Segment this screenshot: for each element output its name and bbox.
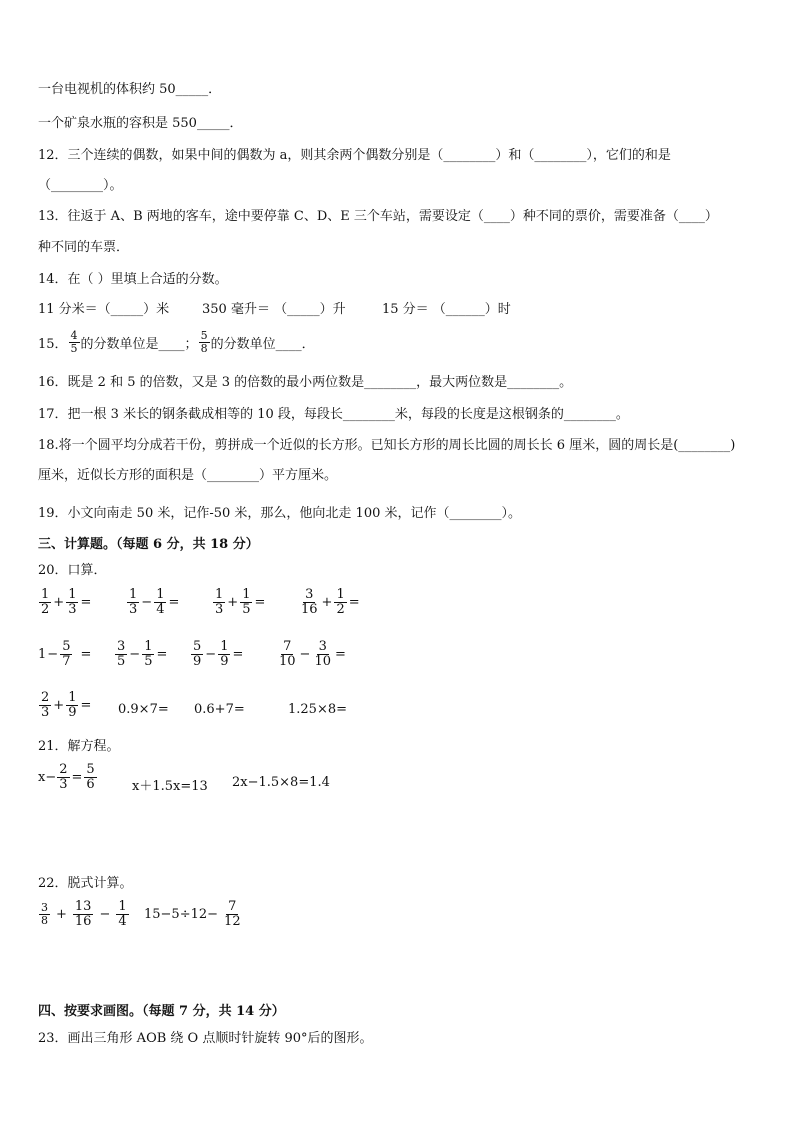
equals-sign: = xyxy=(156,647,168,662)
denominator: 9 xyxy=(193,654,202,669)
denominator: 8 xyxy=(41,914,48,927)
question-14-item-a: 11 分米＝（_____）米 xyxy=(38,302,170,317)
denominator: 5 xyxy=(117,654,126,669)
fraction xyxy=(218,640,230,669)
fraction xyxy=(116,900,128,929)
numerator: 1 xyxy=(220,639,229,654)
fraction xyxy=(312,640,333,669)
mental-calc-10: 0.9×7= xyxy=(118,702,169,717)
numerator: 2 xyxy=(59,762,68,777)
denominator: 3 xyxy=(59,777,68,792)
stepwise-calc-2 xyxy=(144,900,244,929)
fraction xyxy=(39,588,51,617)
line-tv-volume: 一台电视机的体积约 50_____． xyxy=(38,82,222,97)
question-15-end-text: 的分数单位____． xyxy=(210,337,315,352)
mental-calc-8 xyxy=(276,640,347,669)
denominator: 5 xyxy=(70,342,78,355)
equation-1 xyxy=(38,763,98,792)
mental-calc-9 xyxy=(38,691,92,720)
fraction xyxy=(213,588,225,617)
stepwise-calc-1 xyxy=(38,900,130,929)
fraction xyxy=(57,763,69,792)
numerator: 1 xyxy=(129,587,138,602)
question-13-line2: 种不同的车票． xyxy=(38,240,130,255)
question-12-line2: （________）。 xyxy=(38,178,123,193)
minus-sign: − xyxy=(99,907,111,922)
numerator: 1 xyxy=(215,587,224,602)
numerator: 3 xyxy=(305,587,314,602)
question-22: 22．脱式计算。 xyxy=(38,876,133,891)
mental-calc-1 xyxy=(38,588,92,617)
fraction xyxy=(84,763,96,792)
fraction xyxy=(73,900,94,929)
mental-calc-3 xyxy=(212,588,266,617)
section-4-heading: 四、按要求画图。（每题 7 分，共 14 分） xyxy=(38,1004,285,1019)
denominator: 9 xyxy=(220,654,229,669)
line-bottle-volume: 一个矿泉水瓶的容积是 550_____． xyxy=(38,116,243,131)
question-14: 14．在（ ）里填上合适的分数。 xyxy=(38,272,228,287)
denominator: 4 xyxy=(156,602,165,617)
section-3-heading: 三、计算题。（每题 6 分，共 18 分） xyxy=(38,537,259,552)
denominator: 4 xyxy=(118,914,127,929)
denominator: 5 xyxy=(242,602,251,617)
mental-calc-2 xyxy=(126,588,180,617)
denominator: 8 xyxy=(200,342,208,355)
question-21: 21．解方程。 xyxy=(38,739,120,754)
equals-sign: = xyxy=(80,595,92,610)
numerator: 3 xyxy=(117,639,126,654)
mental-calc-4 xyxy=(298,588,361,617)
plus-sign: + xyxy=(321,595,333,610)
numerator: 5 xyxy=(200,329,208,342)
mental-calc-7 xyxy=(190,640,244,669)
numerator: 7 xyxy=(283,639,292,654)
fraction xyxy=(240,588,252,617)
question-12-line1: 12．三个连续的偶数，如果中间的偶数为 a，则其余两个偶数分别是（________）和（________），它们的和是 xyxy=(38,148,671,163)
fraction xyxy=(115,640,127,669)
question-15 xyxy=(38,330,315,355)
fraction xyxy=(222,900,243,929)
numerator: 5 xyxy=(62,639,71,654)
question-14-item-b: 350 毫升＝ （_____）升 xyxy=(202,302,346,317)
mental-calc-5 xyxy=(38,640,92,669)
denominator: 2 xyxy=(336,602,345,617)
denominator: 16 xyxy=(74,914,92,929)
equals-sign: = xyxy=(254,595,266,610)
fraction xyxy=(66,588,78,617)
numerator: 5 xyxy=(193,639,202,654)
mental-calc-6 xyxy=(114,640,168,669)
question-15-number: 15． xyxy=(38,337,68,352)
numerator: 1 xyxy=(156,587,165,602)
mental-calc-12: 1.25×8= xyxy=(288,702,348,717)
fraction xyxy=(39,902,50,927)
denominator: 16 xyxy=(301,602,318,617)
numerator: 4 xyxy=(70,329,78,342)
equation-1-lhs: x− xyxy=(38,770,57,785)
question-19: 19．小文向南走 50 米，记作-50 米，那么，他向北走 100 米，记作（________）。 xyxy=(38,506,521,521)
mental-calc-11: 0.6+7= xyxy=(194,702,245,717)
question-14-item-c: 15 分＝ （______）时 xyxy=(382,302,511,317)
minus-sign: − xyxy=(205,647,217,662)
equals-sign: = xyxy=(168,595,180,610)
minus-sign: − xyxy=(299,647,311,662)
denominator: 12 xyxy=(224,914,241,929)
minus-sign: − xyxy=(47,647,59,662)
denominator: 9 xyxy=(68,705,77,720)
denominator: 3 xyxy=(68,602,77,617)
numerator: 2 xyxy=(41,690,50,705)
equation-3: 2x−1.5×8=1.4 xyxy=(232,775,330,790)
numerator: 1 xyxy=(144,639,153,654)
numerator: 13 xyxy=(74,899,92,914)
question-23: 23．画出三角形 AOB 绕 O 点顺时针旋转 90°后的图形。 xyxy=(38,1031,373,1046)
integer: 1 xyxy=(38,647,47,662)
equals-sign: = xyxy=(80,698,92,713)
question-17: 17．把一根 3 米长的钢条截成相等的 10 段，每段长________米，每段的长度是这根钢条的________。 xyxy=(38,407,629,422)
numerator: 1 xyxy=(41,587,50,602)
fraction xyxy=(39,691,51,720)
denominator: 5 xyxy=(144,654,153,669)
question-18-line2: 厘米，近似长方形的面积是（________）平方厘米。 xyxy=(38,468,338,483)
plus-sign: + xyxy=(53,698,65,713)
equals-sign: = xyxy=(348,595,360,610)
equals-sign: = xyxy=(232,647,244,662)
denominator: 2 xyxy=(41,602,50,617)
denominator: 6 xyxy=(86,777,95,792)
fraction xyxy=(277,640,298,669)
denominator: 10 xyxy=(314,654,331,669)
fraction xyxy=(127,588,139,617)
plus-sign: + xyxy=(53,595,65,610)
minus-sign: − xyxy=(129,647,141,662)
numerator: 1 xyxy=(336,587,345,602)
numerator: 3 xyxy=(41,901,48,914)
fraction-4-5 xyxy=(69,330,80,355)
fraction xyxy=(66,691,78,720)
fraction-5-8 xyxy=(199,330,210,355)
denominator: 3 xyxy=(215,602,224,617)
equals-sign: = xyxy=(71,770,83,785)
denominator: 3 xyxy=(129,602,138,617)
fraction xyxy=(142,640,154,669)
equals-sign: = xyxy=(80,647,92,662)
fraction xyxy=(334,588,346,617)
fraction xyxy=(299,588,320,617)
equals-sign: = xyxy=(335,647,346,662)
question-16: 16．既是 2 和 5 的倍数，又是 3 的倍数的最小两位数是________，最大两位数是________。 xyxy=(38,375,573,390)
question-15-mid-text: 的分数单位是____； xyxy=(80,337,198,352)
plus-sign: + xyxy=(56,907,67,922)
fraction xyxy=(154,588,166,617)
numerator: 1 xyxy=(118,899,127,914)
question-13-line1: 13．往返于 A、B 两地的客车，途中要停靠 C、D、E 三个车站，需要设定（____）种不同的票价，需要准备（____） xyxy=(38,209,718,224)
denominator: 7 xyxy=(62,654,71,669)
fraction xyxy=(60,640,72,669)
numerator: 1 xyxy=(68,587,77,602)
question-18-line1: 18.将一个圆平均分成若干份，剪拼成一个近似的长方形。已知长方形的周长比圆的周长长 6 厘米，圆的周长是(________) xyxy=(38,438,736,453)
numerator: 7 xyxy=(228,899,237,914)
fraction xyxy=(191,640,203,669)
numerator: 3 xyxy=(318,639,327,654)
equation-2: x＋1.5x=13 xyxy=(132,779,208,794)
minus-sign: − xyxy=(141,595,153,610)
denominator: 10 xyxy=(279,654,296,669)
numerator: 5 xyxy=(86,762,95,777)
plus-sign: + xyxy=(227,595,239,610)
stepwise-calc-2-lhs: 15−5÷12− xyxy=(144,907,219,922)
numerator: 1 xyxy=(242,587,251,602)
numerator: 1 xyxy=(68,690,77,705)
denominator: 3 xyxy=(41,705,50,720)
question-20: 20．口算． xyxy=(38,563,107,578)
